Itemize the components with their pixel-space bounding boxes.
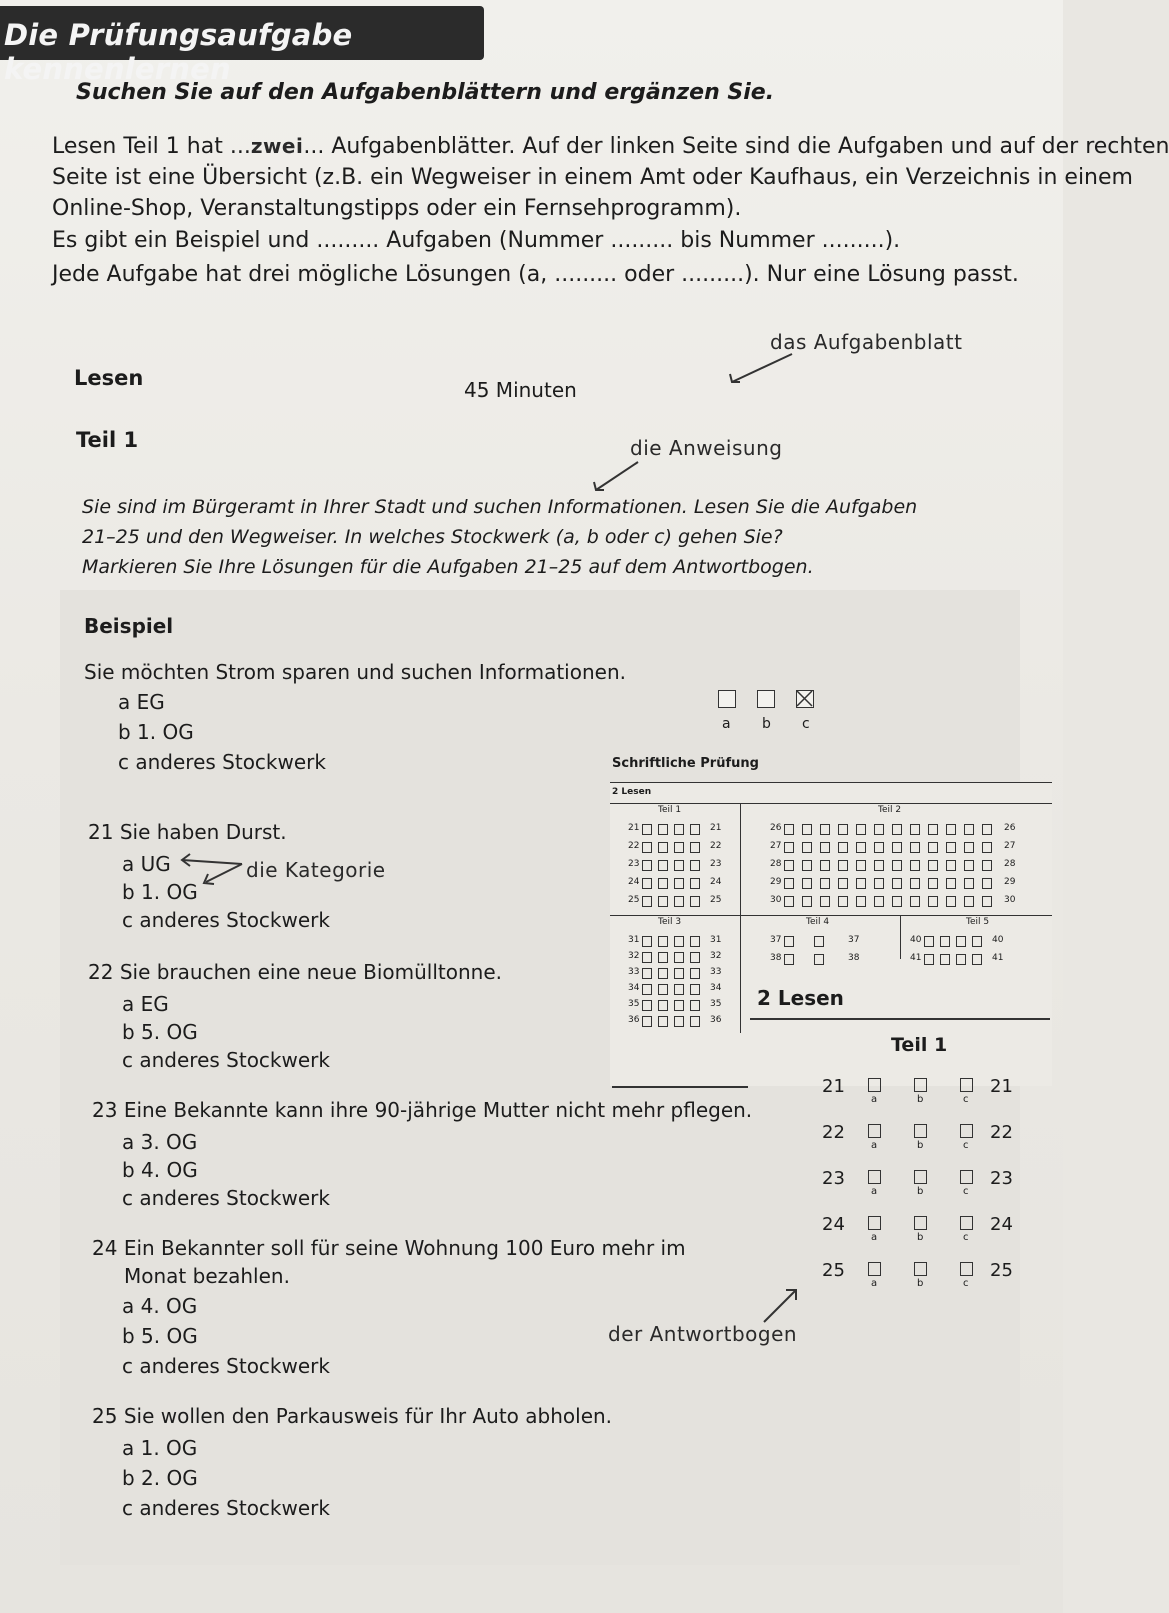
sheet-row-number: 26	[770, 823, 782, 833]
sheet-answer-box[interactable]	[940, 954, 950, 965]
sheet-answer-box[interactable]	[658, 1000, 668, 1011]
zoom-row-number: 21	[822, 1076, 845, 1097]
zoom-row-number: 23	[822, 1168, 845, 1189]
sheet-answer-box[interactable]	[690, 878, 700, 889]
sheet-answer-box[interactable]	[856, 860, 866, 871]
sheet-answer-box[interactable]	[642, 1016, 652, 1027]
sheet-answer-box[interactable]	[924, 954, 934, 965]
sheet-answer-box[interactable]	[838, 842, 848, 853]
sheet-answer-box[interactable]	[856, 842, 866, 853]
sheet-answer-box[interactable]	[946, 860, 956, 871]
question-25	[92, 1404, 612, 1428]
sheet-answer-box[interactable]	[924, 936, 934, 947]
sheet-answer-box[interactable]	[690, 984, 700, 995]
q21-option-b: b 1. OG	[122, 880, 198, 904]
sheet-teil2-label: Teil 2	[878, 805, 902, 815]
sheet-row-number: 24	[628, 877, 640, 887]
example-option-c: c anderes Stockwerk	[118, 750, 326, 774]
zoom-answer-label: a	[871, 1278, 878, 1289]
sheet-divider-mid	[610, 915, 1052, 916]
zoom-answer-box-c[interactable]	[960, 1170, 973, 1184]
sheet-answer-box[interactable]	[910, 860, 920, 871]
sheet-row-number-right: 38	[848, 953, 860, 963]
sheet-answer-box[interactable]	[802, 896, 812, 907]
sheet-answer-box[interactable]	[964, 824, 974, 835]
zoom-answer-label: c	[963, 1140, 969, 1151]
sheet-answer-box[interactable]	[784, 954, 794, 965]
example-label-b: b	[762, 716, 771, 732]
question-25-text: Sie wollen den Parkausweis für Ihr Auto abholen.	[123, 1404, 613, 1428]
sheet-answer-box[interactable]	[642, 1000, 652, 1011]
sheet-teil5-label: Teil 5	[966, 917, 990, 927]
sheet-row-number-right: 37	[848, 935, 860, 945]
sheet-answer-box[interactable]	[892, 896, 902, 907]
sheet-row-number: 28	[770, 859, 782, 869]
answer-sheet-title: Schriftliche Prüfung	[612, 756, 759, 771]
sheet-answer-box[interactable]	[642, 824, 652, 835]
sheet-answer-box[interactable]	[838, 896, 848, 907]
sheet-answer-box[interactable]	[642, 936, 652, 947]
sheet-answer-box[interactable]	[658, 984, 668, 995]
sheet-answer-box[interactable]	[964, 878, 974, 889]
sheet-answer-box[interactable]	[674, 860, 684, 871]
zoom-row-number-right: 25	[990, 1260, 1013, 1281]
question-22	[88, 960, 502, 984]
intro-line-4: Es gibt ein Beispiel und ......... Aufgaben (Nummer ......... bis Nummer .........).	[52, 228, 901, 253]
sheet-teil4-label: Teil 4	[806, 917, 830, 927]
sheet-answer-box[interactable]	[802, 824, 812, 835]
sheet-answer-box[interactable]	[658, 842, 668, 853]
sheet-answer-box[interactable]	[856, 878, 866, 889]
zoom-answer-label: b	[917, 1232, 924, 1243]
q23-option-a: a 3. OG	[122, 1130, 198, 1154]
sheet-answer-box[interactable]	[820, 878, 830, 889]
sheet-divider-v2	[900, 915, 901, 959]
zoom-answer-box-b[interactable]	[914, 1124, 927, 1138]
example-box-b[interactable]	[757, 690, 775, 708]
sheet-answer-box[interactable]	[964, 842, 974, 853]
sheet-answer-box[interactable]	[928, 878, 938, 889]
zoom-answer-label: b	[917, 1094, 924, 1105]
zoom-answer-label: a	[871, 1232, 878, 1243]
intro-line-5: Jede Aufgabe hat drei mögliche Lösungen (a, ......... oder .........). Nur eine Lösung passt.	[52, 262, 1019, 287]
sheet-answer-box[interactable]	[892, 860, 902, 871]
sheet-answer-box[interactable]	[820, 824, 830, 835]
sheet-answer-box[interactable]	[658, 1016, 668, 1027]
sheet-answer-box[interactable]	[874, 842, 884, 853]
sheet-row-number: 27	[770, 841, 782, 851]
example-label-c: c	[802, 716, 810, 732]
question-21-text: Sie haben Durst.	[119, 820, 287, 844]
sheet-answer-box[interactable]	[910, 878, 920, 889]
zoom-answer-label: a	[871, 1094, 878, 1105]
sheet-row-number: 30	[770, 895, 782, 905]
sheet-answer-box[interactable]	[674, 936, 684, 947]
sheet-answer-box[interactable]	[928, 824, 938, 835]
sheet-row-number-right: 26	[1004, 823, 1016, 833]
sheet-answer-box[interactable]	[820, 896, 830, 907]
question-24-text-2: Monat bezahlen.	[124, 1264, 290, 1288]
sheet-row-number: 37	[770, 935, 782, 945]
sheet-answer-box[interactable]	[674, 984, 684, 995]
sheet-row-number-right: 28	[1004, 859, 1016, 869]
zoom-answer-label: b	[917, 1140, 924, 1151]
sheet-answer-box[interactable]	[838, 860, 848, 871]
sheet-answer-box[interactable]	[674, 1016, 684, 1027]
sheet-answer-box[interactable]	[928, 860, 938, 871]
example-label-a: a	[722, 716, 731, 732]
sheet-row-number: 33	[628, 967, 640, 977]
question-24	[92, 1236, 686, 1260]
note-antwortbogen: der Antwortbogen	[608, 1322, 798, 1346]
example-box-a[interactable]	[718, 690, 736, 708]
sheet-answer-box[interactable]	[690, 968, 700, 979]
sheet-answer-box[interactable]	[674, 968, 684, 979]
intro-line-2: Seite ist eine Übersicht (z.B. ein Wegweiser in einem Amt oder Kaufhaus, ein Verzeichnis in einem	[52, 165, 1133, 190]
sheet-answer-box[interactable]	[814, 954, 824, 965]
sheet-answer-box[interactable]	[658, 936, 668, 947]
zoom-row-number-right: 21	[990, 1076, 1013, 1097]
sheet-answer-box[interactable]	[910, 824, 920, 835]
sheet-answer-box[interactable]	[964, 860, 974, 871]
sheet-answer-box[interactable]	[856, 896, 866, 907]
sheet-answer-box[interactable]	[690, 1016, 700, 1027]
note-arrow-aufgabenblatt	[720, 350, 800, 390]
sheet-row-number-right: 30	[1004, 895, 1016, 905]
sheet-answer-box[interactable]	[928, 896, 938, 907]
sheet-answer-box[interactable]	[874, 896, 884, 907]
sheet-answer-box[interactable]	[892, 878, 902, 889]
example-option-a: a EG	[118, 690, 165, 714]
zoom-answer-box-a[interactable]	[868, 1078, 881, 1092]
sheet-answer-box[interactable]	[658, 968, 668, 979]
question-24-text: Ein Bekannter soll für seine Wohnung 100 Euro mehr im	[123, 1236, 686, 1260]
zoom-card-bottom	[612, 1086, 748, 1088]
teil-label: Teil 1	[76, 428, 139, 452]
sheet-row-number: 36	[628, 1015, 640, 1025]
sheet-teil3-label: Teil 3	[658, 917, 682, 927]
q25-option-a: a 1. OG	[122, 1436, 198, 1460]
sheet-row-number-right: 41	[992, 953, 1004, 963]
sheet-answer-box[interactable]	[838, 878, 848, 889]
q21-option-c: c anderes Stockwerk	[122, 908, 330, 932]
sheet-answer-box[interactable]	[982, 896, 992, 907]
task-line-2: 21–25 und den Wegweiser. In welches Stockwerk (a, b oder c) gehen Sie?	[82, 526, 783, 548]
sheet-answer-box[interactable]	[690, 1000, 700, 1011]
sheet-answer-box[interactable]	[642, 984, 652, 995]
sheet-answer-box[interactable]	[784, 936, 794, 947]
sheet-answer-box[interactable]	[784, 860, 794, 871]
zoom-answer-box-c[interactable]	[960, 1262, 973, 1276]
sheet-answer-box[interactable]	[690, 842, 700, 853]
sheet-answer-box[interactable]	[940, 936, 950, 947]
sheet-answer-box[interactable]	[820, 860, 830, 871]
sheet-row-number-right: 33	[710, 967, 722, 977]
note-kategorie: die Kategorie	[246, 858, 386, 882]
sheet-row-number-right: 27	[1004, 841, 1016, 851]
handwritten-answer-zwei: zwei	[250, 134, 304, 158]
zoom-row-number: 24	[822, 1214, 845, 1235]
example-question: Sie möchten Strom sparen und suchen Informationen.	[84, 660, 626, 684]
sheet-teil1-label: Teil 1	[658, 805, 682, 815]
sheet-answer-box[interactable]	[856, 824, 866, 835]
sheet-answer-box[interactable]	[946, 878, 956, 889]
sheet-answer-box[interactable]	[874, 878, 884, 889]
sheet-answer-box[interactable]	[674, 952, 684, 963]
sheet-answer-box[interactable]	[892, 842, 902, 853]
sheet-answer-box[interactable]	[690, 860, 700, 871]
zoom-row-number-right: 24	[990, 1214, 1013, 1235]
example-heading: Beispiel	[84, 614, 174, 638]
sheet-answer-box[interactable]	[910, 842, 920, 853]
q24-option-a: a 4. OG	[122, 1294, 198, 1318]
q23-option-b: b 4. OG	[122, 1158, 198, 1182]
sheet-answer-box[interactable]	[658, 824, 668, 835]
sheet-row-number: 22	[628, 841, 640, 851]
sheet-answer-box[interactable]	[658, 878, 668, 889]
question-23-number: 23	[92, 1098, 118, 1122]
sheet-row-number: 34	[628, 983, 640, 993]
sheet-row-number: 21	[628, 823, 640, 833]
zoom-answer-box-a[interactable]	[868, 1216, 881, 1230]
q24-option-c: c anderes Stockwerk	[122, 1354, 330, 1378]
sheet-row-number: 35	[628, 999, 640, 1009]
sheet-section-label: 2 Lesen	[612, 787, 652, 797]
section-title: Die Prüfungsaufgabe kennenlernen	[4, 18, 353, 86]
sheet-row-number-right: 24	[710, 877, 722, 887]
sheet-divider-v1	[740, 803, 741, 1033]
sheet-answer-box[interactable]	[820, 842, 830, 853]
note-arrow-anweisung	[588, 456, 648, 496]
zoom-answer-label: c	[963, 1094, 969, 1105]
note-arrow-antwortbogen	[756, 1282, 816, 1326]
intro-line-1-end: ... Aufgabenblätter. Auf der linken Seite sind die Aufgaben und auf der rechten	[303, 134, 1169, 159]
sheet-answer-box[interactable]	[838, 824, 848, 835]
q22-option-b: b 5. OG	[122, 1020, 198, 1044]
note-aufgabenblatt: das Aufgabenblatt	[770, 330, 963, 354]
sheet-answer-box[interactable]	[674, 896, 684, 907]
sheet-row-number-right: 23	[710, 859, 722, 869]
sheet-answer-box[interactable]	[910, 896, 920, 907]
zoom-answer-label: b	[917, 1186, 924, 1197]
zoom-answer-box-a[interactable]	[868, 1170, 881, 1184]
sheet-answer-box[interactable]	[642, 878, 652, 889]
sheet-answer-box[interactable]	[802, 878, 812, 889]
sheet-answer-box[interactable]	[972, 954, 982, 965]
sheet-answer-box[interactable]	[690, 936, 700, 947]
sheet-row-number: 29	[770, 877, 782, 887]
example-box-c-checked[interactable]	[796, 690, 814, 708]
sheet-row-number-right: 25	[710, 895, 722, 905]
sheet-answer-box[interactable]	[964, 896, 974, 907]
sheet-answer-box[interactable]	[814, 936, 824, 947]
zoom-teil-label: Teil 1	[891, 1034, 948, 1056]
zoom-answer-label: c	[963, 1278, 969, 1289]
sheet-answer-box[interactable]	[658, 896, 668, 907]
sheet-row-number: 38	[770, 953, 782, 963]
zoom-row-number: 22	[822, 1122, 845, 1143]
sheet-answer-box[interactable]	[802, 860, 812, 871]
sheet-answer-box[interactable]	[784, 878, 794, 889]
zoom-divider	[750, 1018, 1050, 1020]
sheet-answer-box[interactable]	[982, 878, 992, 889]
sheet-row-number-right: 36	[710, 1015, 722, 1025]
sheet-answer-box[interactable]	[642, 952, 652, 963]
sheet-row-number-right: 31	[710, 935, 722, 945]
sheet-row-number: 32	[628, 951, 640, 961]
sheet-answer-box[interactable]	[642, 842, 652, 853]
task-line-1: Sie sind im Bürgeramt in Ihrer Stadt und suchen Informationen. Lesen Sie die Aufgaben	[82, 496, 918, 518]
question-25-number: 25	[92, 1404, 118, 1428]
sheet-answer-box[interactable]	[690, 896, 700, 907]
q22-option-c: c anderes Stockwerk	[122, 1048, 330, 1072]
zoom-answer-label: c	[963, 1232, 969, 1243]
zoom-answer-box-a[interactable]	[868, 1124, 881, 1138]
sheet-answer-box[interactable]	[874, 860, 884, 871]
sheet-answer-box[interactable]	[892, 824, 902, 835]
sheet-answer-box[interactable]	[658, 860, 668, 871]
zoom-answer-label: a	[871, 1140, 878, 1151]
sheet-answer-box[interactable]	[946, 842, 956, 853]
sheet-answer-box[interactable]	[784, 842, 794, 853]
question-24-number: 24	[92, 1236, 118, 1260]
sheet-answer-box[interactable]	[674, 842, 684, 853]
zoom-answer-box-c[interactable]	[960, 1124, 973, 1138]
sheet-answer-box[interactable]	[642, 860, 652, 871]
zoom-answer-label: b	[917, 1278, 924, 1289]
sheet-answer-box[interactable]	[874, 824, 884, 835]
sheet-answer-box[interactable]	[784, 896, 794, 907]
q24-option-b: b 5. OG	[122, 1324, 198, 1348]
answer-sheet-overview	[610, 782, 1052, 1086]
sheet-answer-box[interactable]	[674, 824, 684, 835]
q25-option-c: c anderes Stockwerk	[122, 1496, 330, 1520]
question-23	[92, 1098, 752, 1122]
q23-option-c: c anderes Stockwerk	[122, 1186, 330, 1210]
sheet-row-number: 23	[628, 859, 640, 869]
question-23-text: Eine Bekannte kann ihre 90-jährige Mutter nicht mehr pflegen.	[123, 1098, 753, 1122]
sheet-answer-box[interactable]	[928, 842, 938, 853]
note-anweisung: die Anweisung	[630, 436, 783, 460]
zoom-row-number-right: 23	[990, 1168, 1013, 1189]
sheet-row-number-right: 22	[710, 841, 722, 851]
zoom-answer-box-a[interactable]	[868, 1262, 881, 1276]
sheet-row-number-right: 40	[992, 935, 1004, 945]
sheet-row-number: 41	[910, 953, 922, 963]
sheet-answer-box[interactable]	[674, 878, 684, 889]
note-arrow-kategorie	[176, 852, 256, 892]
lesen-label: Lesen	[74, 366, 144, 390]
intro-line-1	[52, 134, 1169, 159]
section-title-bar	[0, 6, 484, 86]
q22-option-a: a EG	[122, 992, 169, 1016]
zoom-answer-box-b[interactable]	[914, 1262, 927, 1276]
intro-line-3: Online-Shop, Veranstaltungstipps oder ein Fernsehprogramm).	[52, 196, 742, 221]
sheet-answer-box[interactable]	[956, 936, 966, 947]
sheet-row-number-right: 29	[1004, 877, 1016, 887]
sheet-answer-box[interactable]	[658, 952, 668, 963]
cross-mark-icon	[797, 691, 812, 706]
sheet-answer-box[interactable]	[946, 896, 956, 907]
sheet-answer-box[interactable]	[642, 968, 652, 979]
duration: 45 Minuten	[464, 378, 577, 402]
q21-option-a: a UG	[122, 852, 171, 876]
sheet-answer-box[interactable]	[802, 842, 812, 853]
sheet-row-number: 40	[910, 935, 922, 945]
sheet-row-number-right: 21	[710, 823, 722, 833]
intro-line-1-start: Lesen Teil 1 hat ...	[52, 134, 251, 159]
sheet-answer-box[interactable]	[784, 824, 794, 835]
question-22-text: Sie brauchen eine neue Biomülltonne.	[119, 960, 502, 984]
zoom-answer-box-c[interactable]	[960, 1216, 973, 1230]
task-line-3: Markieren Sie Ihre Lösungen für die Aufgaben 21–25 auf dem Antwortbogen.	[82, 556, 814, 578]
zoom-answer-box-c[interactable]	[960, 1078, 973, 1092]
sheet-row-number-right: 35	[710, 999, 722, 1009]
sheet-row-number-right: 32	[710, 951, 722, 961]
sheet-answer-box[interactable]	[642, 896, 652, 907]
sheet-answer-box[interactable]	[690, 952, 700, 963]
zoom-answer-label: a	[871, 1186, 878, 1197]
example-option-b: b 1. OG	[118, 720, 194, 744]
zoom-section-label: 2 Lesen	[757, 986, 844, 1010]
zoom-row-number-right: 22	[990, 1122, 1013, 1143]
sheet-row-number-right: 34	[710, 983, 722, 993]
sheet-answer-box[interactable]	[982, 824, 992, 835]
sheet-answer-box[interactable]	[690, 824, 700, 835]
sheet-answer-box[interactable]	[946, 824, 956, 835]
sheet-row-number: 25	[628, 895, 640, 905]
zoom-answer-box-b[interactable]	[914, 1216, 927, 1230]
sheet-divider-top	[610, 803, 1052, 804]
question-21	[88, 820, 287, 844]
instruction-heading: Suchen Sie auf den Aufgabenblättern und ergänzen Sie.	[76, 80, 775, 105]
sheet-answer-box[interactable]	[982, 842, 992, 853]
zoom-answer-box-b[interactable]	[914, 1170, 927, 1184]
zoom-row-number: 25	[822, 1260, 845, 1281]
zoom-answer-box-b[interactable]	[914, 1078, 927, 1092]
question-21-number: 21	[88, 820, 114, 844]
zoom-answer-label: c	[963, 1186, 969, 1197]
sheet-answer-box[interactable]	[674, 1000, 684, 1011]
sheet-answer-box[interactable]	[972, 936, 982, 947]
sheet-answer-box[interactable]	[982, 860, 992, 871]
sheet-row-number: 31	[628, 935, 640, 945]
q25-option-b: b 2. OG	[122, 1466, 198, 1490]
sheet-answer-box[interactable]	[956, 954, 966, 965]
question-22-number: 22	[88, 960, 114, 984]
